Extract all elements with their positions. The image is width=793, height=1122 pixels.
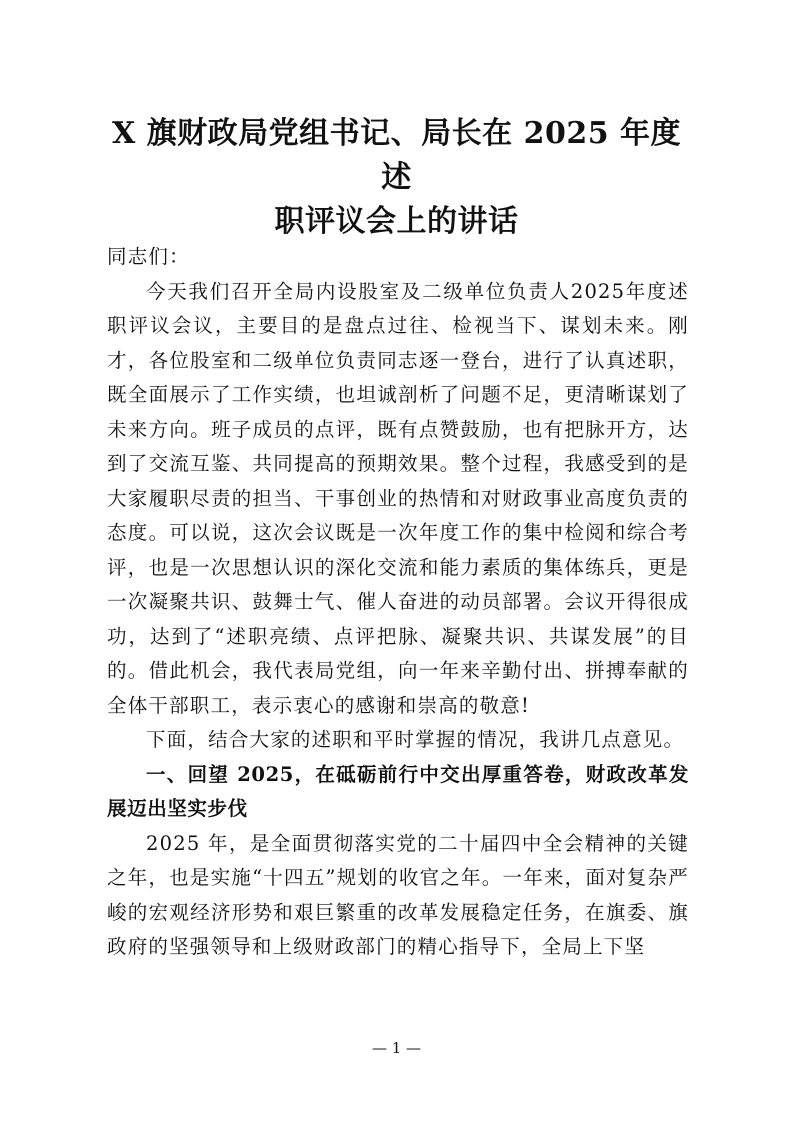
section-heading: 一、回望 2025，在砥砺前行中交出厚重答卷，财政改革发展迈出坚实步伐 bbox=[107, 762, 689, 820]
title-line-2: 职评议会上的讲话 bbox=[274, 204, 519, 239]
section-paragraph: 2025 年，是全面贯彻落实党的二十届四中全会精神的关键之年，也是实施“十四五”规划的收官之年。一年来，面对复杂严峻的宏观经济形势和艰巨繁重的改革发展稳定任务，在旗委、旗政府的坚强领导和上级财政部门的精心指导下，全局上下坚 bbox=[107, 831, 689, 958]
title-line-1: X 旗财政局党组书记、局长在 2025 年度述 bbox=[111, 116, 682, 195]
page-number: — 1 — bbox=[371, 1039, 422, 1057]
document-title bbox=[100, 112, 693, 244]
document-body bbox=[107, 240, 689, 965]
salutation: 同志们： bbox=[107, 245, 190, 268]
paragraph-transition: 下面，结合大家的述职和平时掌握的情况，我讲几点意见。 bbox=[146, 728, 685, 751]
paragraph-opening: 今天我们召开全局内设股室及二级单位负责人2025年度述职评议会议，主要目的是盘点过往、检视当下、谋划未来。刚才，各位股室和二级单位负责同志逐一登台，进行了认真述职，既全面展示了工作实绩，也坦诚剖析了问题不足，更清晰谋划了未来方向。班子成员的点评，既有点赞鼓励，也有把脉开方，达到了交流互鉴、共同提高的预期效果。整个过程，我感受到的是大家履职尽责的担当、干事创业的热情和对财政事业高度负责的态度。可以说，这次会议既是一次年度工作的集中检阅和综合考评，也是一次思想认识的深化交流和能力素质的集体练兵，更是一次凝聚共识、鼓舞士气、催人奋进的动员部署。会议开得很成功，达到了“述职亮绩、点评把脉、凝聚共识、共谋发展”的目的。借此机会，我代表局党组，向一年来辛勤付出、拼搏奉献的全体干部职工，表示衷心的感谢和崇高的敬意! bbox=[107, 279, 689, 717]
